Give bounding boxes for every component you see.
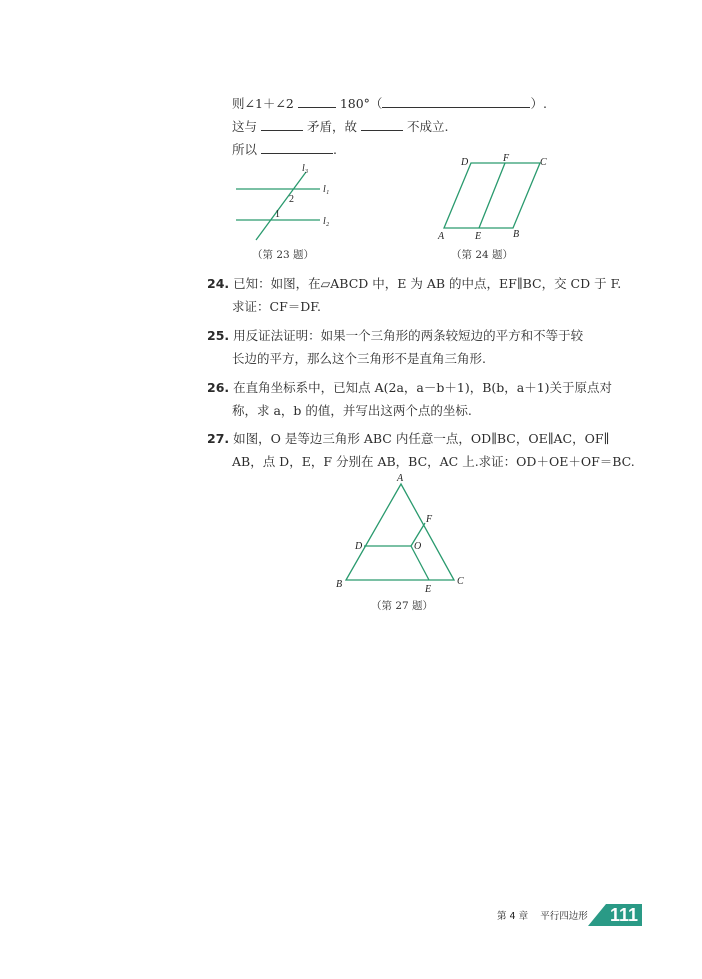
page-number: 111 (606, 904, 642, 926)
label-c: C (540, 157, 547, 168)
caption-fig27: （第 27 题） (371, 600, 434, 612)
label-b: B (513, 229, 520, 240)
line-l3 (256, 172, 306, 240)
problem-26-line-1: 26. 在直角坐标系中，已知点 A(2a，a－b＋1)，B(b，a＋1)关于原点对 (207, 380, 613, 395)
problem-25-line-2: 长边的平方，那么这个三角形不是直角三角形. (232, 351, 486, 366)
page-footer (497, 908, 588, 922)
label-e: E (475, 231, 482, 242)
label-b: B (336, 579, 343, 590)
label-c: C (457, 576, 464, 587)
chapter-label: 第 4 章 (497, 911, 529, 922)
caption-fig24: （第 24 题） (451, 249, 514, 261)
problem-24-line-2: 求证：CF＝DF. (232, 299, 321, 314)
segment-ef (479, 163, 505, 228)
label-a: A (397, 473, 404, 484)
label-l2: l₂ (323, 216, 330, 227)
problem-number: 24. (207, 276, 230, 291)
label-l3: l₃ (302, 163, 309, 174)
problem-number: 27. (207, 431, 230, 446)
problem-25-line-1: 25. 用反证法证明：如果一个三角形的两条较短边的平方和不等于较 (207, 328, 584, 343)
problem-number: 25. (207, 328, 230, 343)
label-angle-1: 1 (275, 209, 280, 220)
label-l1: l₁ (323, 184, 330, 195)
problem-24-line-1: 24. 已知：如图，在▱ABCD 中，E 为 AB 的中点，EF∥BC，交 CD 于 F. (207, 276, 622, 291)
label-d: D (355, 541, 363, 552)
caption-fig23: （第 23 题） (252, 249, 315, 261)
label-angle-2: 2 (289, 194, 294, 205)
page-badge-wedge (588, 904, 606, 926)
fill-line-3: 所以 . (232, 142, 337, 157)
label-e: E (425, 584, 432, 595)
fill-line-1: 则∠1＋∠2 180°（ ）. (232, 96, 547, 111)
problem-27-line-2: AB，点 D，E，F 分别在 AB，BC，AC 上.求证：OD＋OE＋OF＝BC. (232, 454, 635, 469)
chapter-title: 平行四边形 (540, 911, 588, 922)
label-f: F (426, 514, 433, 525)
problem-26-line-2: 称，求 a，b 的值，并写出这两个点的坐标. (232, 403, 472, 418)
label-o: O (414, 541, 422, 552)
problem-number: 26. (207, 380, 230, 395)
fill-line-2: 这与 矛盾，故 不成立. (232, 119, 449, 134)
triangle-abc (346, 484, 454, 580)
label-a: A (438, 231, 445, 242)
problem-27-line-1: 27. 如图，O 是等边三角形 ABC 内任意一点，OD∥BC，OE∥AC，OF∥ (207, 431, 610, 446)
label-f: F (503, 153, 510, 164)
label-d: D (461, 157, 469, 168)
